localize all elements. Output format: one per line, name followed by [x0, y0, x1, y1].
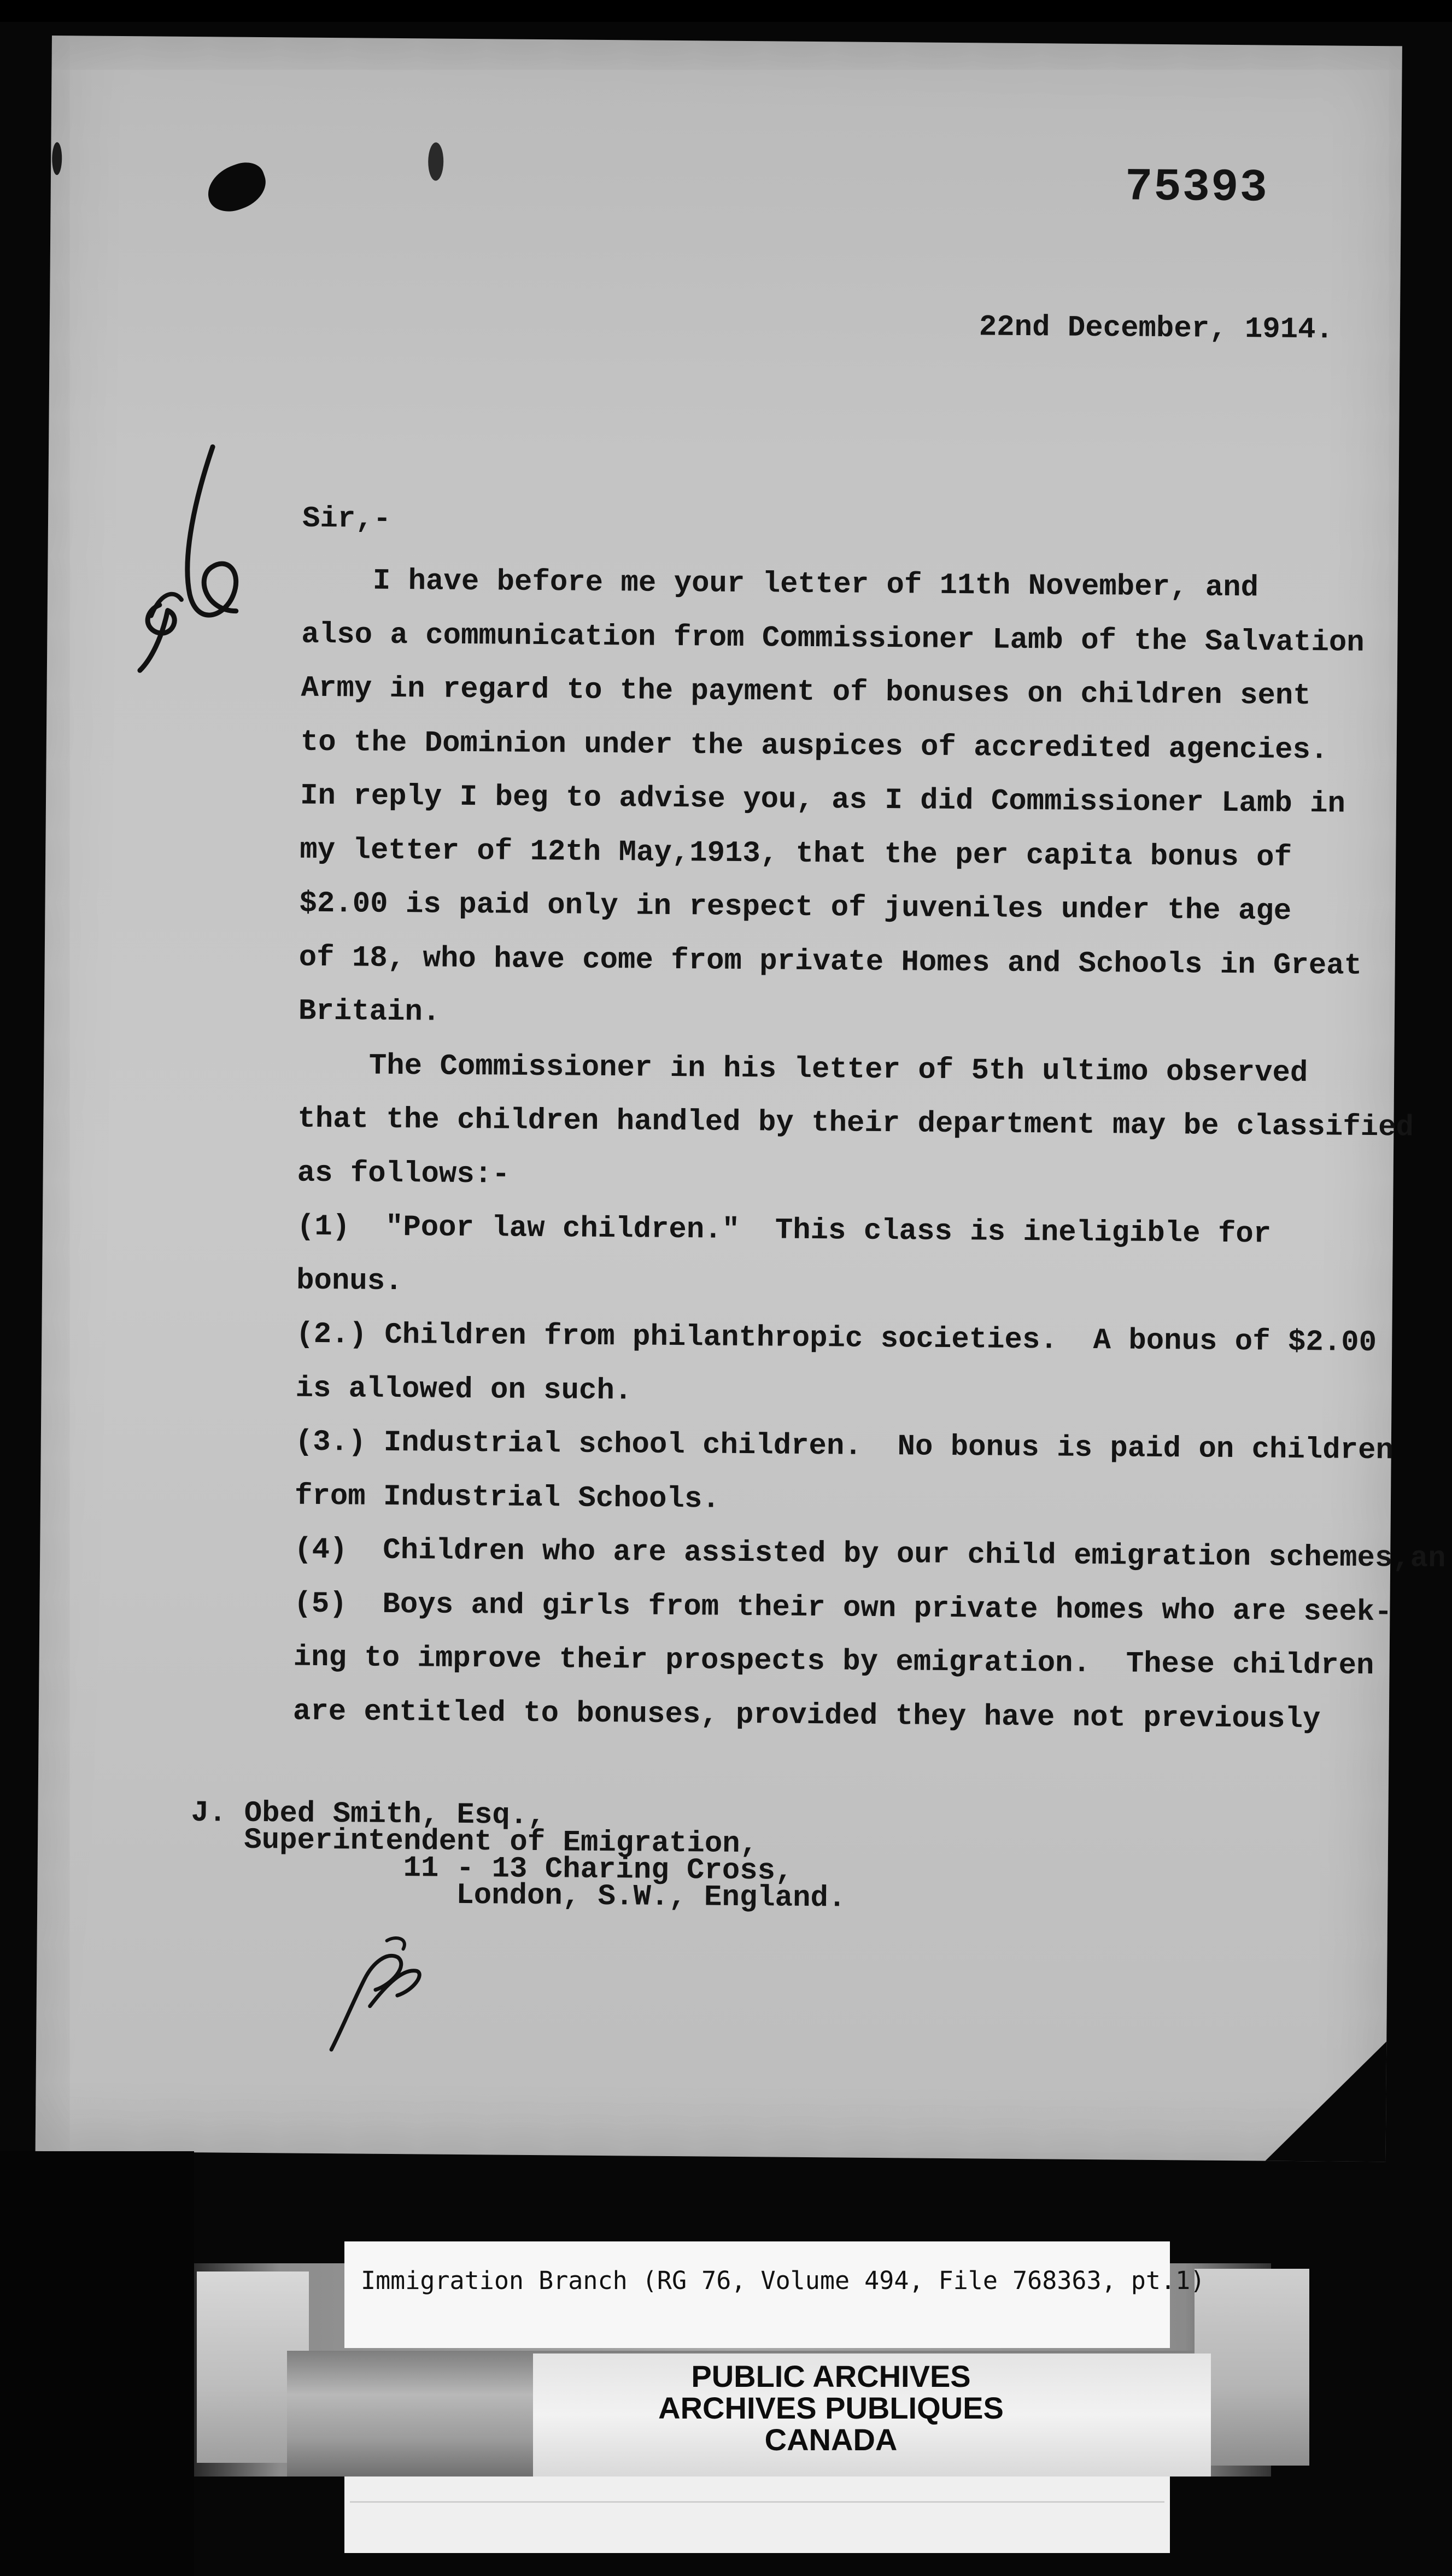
body-line: I have before me your letter of 11th November, and: [301, 564, 1259, 605]
body-line: of 18, who have come from private Homes and Schools in Great: [298, 941, 1362, 983]
handwritten-initials-mark: [129, 430, 273, 682]
body-line: (5) Boys and girls from their own private homes who are seek-: [294, 1587, 1392, 1629]
stamp-line: CANADA: [764, 2422, 898, 2457]
archives-stamp: [547, 2361, 1115, 2456]
body-line: (2.) Children from philanthropic societies. A bonus of $2.00: [296, 1318, 1377, 1360]
body-line: (1) "Poor law children." This class is ineligible for: [296, 1210, 1272, 1251]
folded-corner: [1266, 2041, 1387, 2162]
body-line: are entitled to bonuses, provided they have not previously: [292, 1695, 1321, 1736]
body-line: (4) Children who are assisted by our child emigration schemes,an: [294, 1533, 1446, 1576]
body-line: Army in regard to the payment of bonuses on children sent: [301, 671, 1311, 713]
letter-page: [36, 36, 1446, 2162]
ink-blot-mark: [201, 157, 272, 218]
body-line: to the Dominion under the auspices of accredited agencies.: [300, 725, 1328, 767]
body-line: The Commissioner in his letter of 5th ultimo observed: [297, 1049, 1308, 1090]
stamp-line: PUBLIC ARCHIVES: [691, 2359, 971, 2393]
document-number: 75393: [1125, 161, 1269, 215]
address-line: Superintendent of Emigration,: [190, 1823, 758, 1861]
body-line: my letter of 12th May,1913, that the per capita bonus of: [300, 833, 1292, 875]
body-line: is allowed on such.: [295, 1372, 633, 1408]
bottom-rule: [350, 2501, 1164, 2503]
body-line: from Industrial Schools.: [294, 1479, 720, 1517]
tape-strip-right: [1195, 2269, 1309, 2466]
body-line: as follows:-: [297, 1156, 510, 1192]
stamp-line: ARCHIVES PUBLIQUES: [658, 2391, 1004, 2425]
ink-smudge-mark: [428, 142, 444, 180]
body-line: In reply I beg to advise you, as I did Commissioner Lamb in: [300, 779, 1346, 821]
body-line: Britain.: [298, 994, 441, 1029]
recipient-address: [190, 1796, 847, 1916]
address-line: 11 - 13 Charing Cross,: [190, 1850, 793, 1888]
letter-body: [293, 554, 1452, 1748]
body-line: ing to improve their prospects by emigration. These children: [293, 1641, 1374, 1683]
salutation: Sir,-: [302, 502, 391, 536]
handwritten-signature-mark: [320, 1918, 436, 2062]
body-line: that the children handled by their department may be classified: [297, 1102, 1414, 1145]
body-line: $2.00 is paid only in respect of juveniles under the age: [299, 887, 1292, 928]
film-edge: [0, 0, 1452, 22]
address-line: J. Obed Smith, Esq.,: [191, 1796, 546, 1833]
film-margin: [0, 2151, 194, 2576]
letter-date: 22nd December, 1914.: [979, 311, 1334, 347]
body-line: also a communication from Commissioner Lamb of the Salvation: [301, 618, 1365, 660]
archive-reference: Immigration Branch (RG 76, Volume 494, File 768363, pt.1): [361, 2266, 1205, 2295]
bottom-label: [344, 2477, 1170, 2553]
punch-hole-mark: [52, 142, 62, 175]
address-line: London, S.W., England.: [190, 1877, 846, 1916]
body-line: bonus.: [296, 1264, 403, 1298]
body-line: (3.) Industrial school children. No bonus is paid on children: [295, 1425, 1394, 1468]
